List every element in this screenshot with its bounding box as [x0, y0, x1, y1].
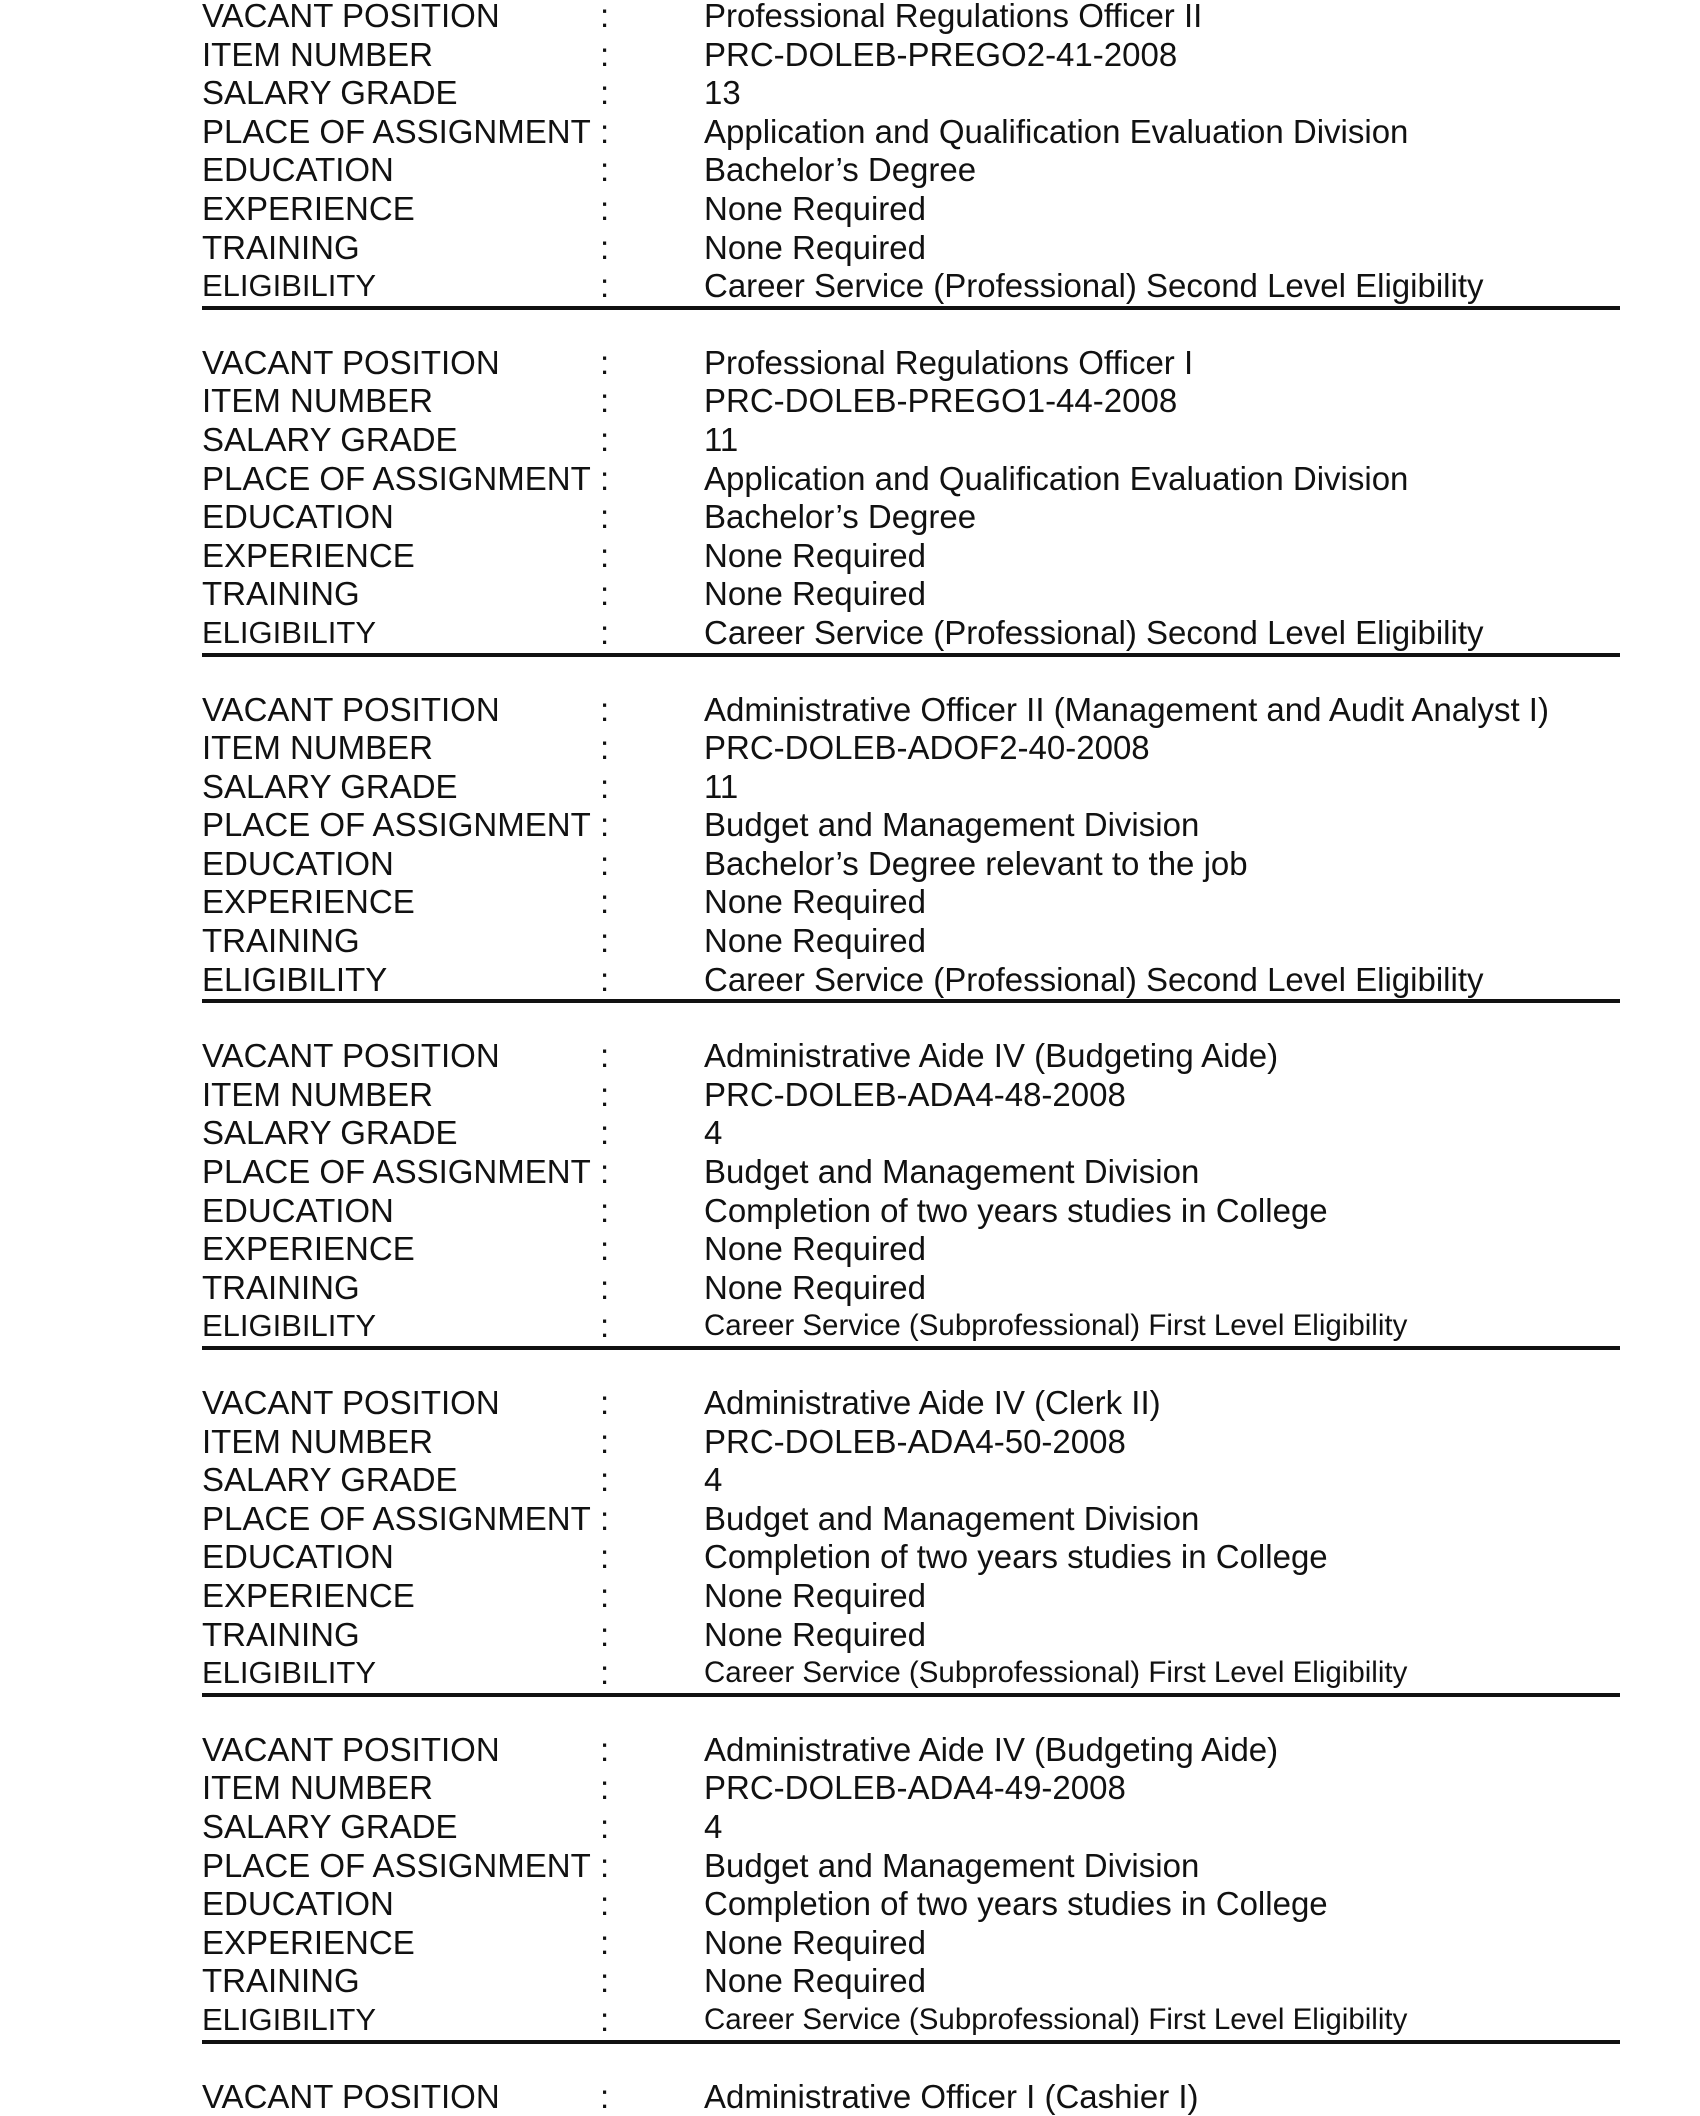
- field-row-eligibility: [202, 1307, 1620, 1346]
- field-row-item-number: [202, 382, 1620, 421]
- field-label: ITEM NUMBER: [202, 36, 433, 75]
- field-value: Bachelor’s Degree: [704, 498, 976, 537]
- field-row-experience: [202, 1924, 1620, 1963]
- field-value: 4: [704, 1808, 722, 1847]
- position-block: [202, 1731, 1620, 2044]
- field-value: Professional Regulations Officer I: [704, 344, 1193, 383]
- field-row-education: [202, 1538, 1620, 1577]
- field-row-item-number: [202, 1423, 1620, 1462]
- field-separator: :: [600, 229, 609, 268]
- field-value: Career Service (Subprofessional) First Level Eligibility: [704, 2001, 1407, 2040]
- field-value: Administrative Aide IV (Budgeting Aide): [704, 1731, 1278, 1770]
- field-label: VACANT POSITION: [202, 691, 500, 730]
- field-value: None Required: [704, 1924, 926, 1963]
- field-row-experience: [202, 883, 1620, 922]
- field-label: TRAINING: [202, 575, 360, 614]
- field-separator: :: [600, 1808, 609, 1847]
- field-row-vacant-position: [202, 1731, 1620, 1770]
- field-label: ELIGIBILITY: [202, 961, 387, 1000]
- field-value: Professional Regulations Officer II: [704, 0, 1202, 36]
- field-label: SALARY GRADE: [202, 74, 458, 113]
- field-separator: :: [600, 1037, 609, 1076]
- field-row-salary-grade: [202, 1461, 1620, 1500]
- field-value: PRC-DOLEB-ADA4-50-2008: [704, 1423, 1126, 1462]
- field-separator: :: [600, 1924, 609, 1963]
- field-row-place-of-assignment: [202, 806, 1620, 845]
- field-separator: :: [600, 961, 609, 1000]
- field-row-salary-grade: [202, 1808, 1620, 1847]
- field-label: TRAINING: [202, 1269, 360, 1308]
- field-label: EDUCATION: [202, 1885, 394, 1924]
- field-row-education: [202, 845, 1620, 884]
- field-label: ELIGIBILITY: [202, 614, 376, 653]
- field-separator: :: [600, 382, 609, 421]
- field-value: None Required: [704, 229, 926, 268]
- field-value: 11: [704, 768, 738, 807]
- field-value: Career Service (Professional) Second Level Eligibility: [704, 614, 1484, 653]
- field-label: VACANT POSITION: [202, 1037, 500, 1076]
- field-separator: :: [600, 922, 609, 961]
- field-value: 13: [704, 74, 741, 113]
- field-label: SALARY GRADE: [202, 768, 458, 807]
- field-value: Career Service (Professional) Second Level Eligibility: [704, 961, 1484, 1000]
- field-row-education: [202, 151, 1620, 190]
- field-label: TRAINING: [202, 922, 360, 961]
- field-value: Career Service (Subprofessional) First Level Eligibility: [704, 1307, 1407, 1346]
- field-separator: :: [600, 1461, 609, 1500]
- field-value: Budget and Management Division: [704, 806, 1199, 845]
- field-row-education: [202, 498, 1620, 537]
- field-value: None Required: [704, 537, 926, 576]
- field-row-education: [202, 1885, 1620, 1924]
- field-row-salary-grade: [202, 768, 1620, 807]
- field-separator: :: [600, 1230, 609, 1269]
- field-separator: :: [600, 1114, 609, 1153]
- field-separator: :: [600, 1423, 609, 1462]
- field-label: VACANT POSITION: [202, 344, 500, 383]
- field-label: EXPERIENCE: [202, 883, 415, 922]
- field-row-place-of-assignment: [202, 113, 1620, 152]
- field-label: PLACE OF ASSIGNMENT: [202, 113, 591, 152]
- field-separator: :: [600, 151, 609, 190]
- field-row-place-of-assignment: [202, 1153, 1620, 1192]
- field-value: None Required: [704, 1230, 926, 1269]
- field-label: PLACE OF ASSIGNMENT: [202, 806, 591, 845]
- field-separator: :: [600, 1384, 609, 1423]
- field-label: TRAINING: [202, 1962, 360, 2001]
- field-separator: :: [600, 1731, 609, 1770]
- field-row-place-of-assignment: [202, 1847, 1620, 1886]
- field-row-vacant-position: [202, 1037, 1620, 1076]
- field-row-eligibility: [202, 267, 1620, 306]
- field-label: PLACE OF ASSIGNMENT: [202, 1153, 591, 1192]
- field-separator: :: [600, 190, 609, 229]
- field-separator: :: [600, 1076, 609, 1115]
- field-label: EXPERIENCE: [202, 1577, 415, 1616]
- field-value: Administrative Officer I (Cashier I): [704, 2078, 1199, 2116]
- field-value: Budget and Management Division: [704, 1153, 1199, 1192]
- field-value: PRC-DOLEB-ADOF2-40-2008: [704, 729, 1150, 768]
- field-value: Career Service (Subprofessional) First Level Eligibility: [704, 1654, 1407, 1693]
- field-separator: :: [600, 1192, 609, 1231]
- field-separator: :: [600, 1577, 609, 1616]
- field-label: ITEM NUMBER: [202, 729, 433, 768]
- field-label: VACANT POSITION: [202, 2078, 500, 2116]
- field-value: PRC-DOLEB-PREGO1-44-2008: [704, 382, 1177, 421]
- field-separator: :: [600, 344, 609, 383]
- field-row-training: [202, 575, 1620, 614]
- field-separator: :: [600, 74, 609, 113]
- field-value: Administrative Officer II (Management and Audit Analyst I): [704, 691, 1549, 730]
- field-value: PRC-DOLEB-PREGO2-41-2008: [704, 36, 1177, 75]
- field-label: SALARY GRADE: [202, 1114, 458, 1153]
- field-row-salary-grade: [202, 74, 1620, 113]
- field-row-vacant-position: [202, 0, 1620, 36]
- field-label: ITEM NUMBER: [202, 1423, 433, 1462]
- field-separator: :: [600, 729, 609, 768]
- field-label: VACANT POSITION: [202, 1731, 500, 1770]
- field-label: PLACE OF ASSIGNMENT: [202, 1500, 591, 1539]
- field-label: ELIGIBILITY: [202, 1654, 376, 1693]
- field-value: 4: [704, 1114, 722, 1153]
- field-value: Administrative Aide IV (Clerk II): [704, 1384, 1161, 1423]
- field-separator: :: [600, 768, 609, 807]
- field-value: Application and Qualification Evaluation Division: [704, 460, 1408, 499]
- field-value: 4: [704, 1461, 722, 1500]
- field-label: SALARY GRADE: [202, 1461, 458, 1500]
- field-label: EDUCATION: [202, 151, 394, 190]
- field-row-item-number: [202, 729, 1620, 768]
- field-row-training: [202, 1269, 1620, 1308]
- field-value: None Required: [704, 1962, 926, 2001]
- field-row-eligibility: [202, 961, 1620, 1000]
- field-row-training: [202, 229, 1620, 268]
- field-separator: :: [600, 2001, 609, 2040]
- field-separator: :: [600, 267, 609, 306]
- field-row-education: [202, 1192, 1620, 1231]
- field-separator: :: [600, 1885, 609, 1924]
- field-separator: :: [600, 1769, 609, 1808]
- field-separator: :: [600, 113, 609, 152]
- field-label: ELIGIBILITY: [202, 2001, 376, 2040]
- field-label: EDUCATION: [202, 1192, 394, 1231]
- field-value: PRC-DOLEB-ADA4-49-2008: [704, 1769, 1126, 1808]
- field-value: None Required: [704, 190, 926, 229]
- field-row-training: [202, 1962, 1620, 2001]
- field-separator: :: [600, 1307, 609, 1346]
- field-row-experience: [202, 537, 1620, 576]
- field-label: ELIGIBILITY: [202, 267, 376, 306]
- field-label: PLACE OF ASSIGNMENT: [202, 1847, 591, 1886]
- field-label: EDUCATION: [202, 845, 394, 884]
- field-separator: :: [600, 1538, 609, 1577]
- field-separator: :: [600, 575, 609, 614]
- field-label: EXPERIENCE: [202, 537, 415, 576]
- field-row-eligibility: [202, 2001, 1620, 2040]
- field-value: None Required: [704, 1577, 926, 1616]
- field-row-experience: [202, 1577, 1620, 1616]
- field-label: EXPERIENCE: [202, 1230, 415, 1269]
- field-separator: :: [600, 806, 609, 845]
- field-separator: :: [600, 614, 609, 653]
- field-label: EXPERIENCE: [202, 1924, 415, 1963]
- field-label: ITEM NUMBER: [202, 1076, 433, 1115]
- field-label: EDUCATION: [202, 498, 394, 537]
- field-separator: :: [600, 0, 609, 36]
- field-row-training: [202, 922, 1620, 961]
- field-separator: :: [600, 1847, 609, 1886]
- field-value: Bachelor’s Degree: [704, 151, 976, 190]
- field-separator: :: [600, 421, 609, 460]
- field-separator: :: [600, 1269, 609, 1308]
- position-block: [202, 0, 1620, 310]
- position-block: [202, 1384, 1620, 1697]
- field-separator: :: [600, 883, 609, 922]
- field-label: ITEM NUMBER: [202, 1769, 433, 1808]
- field-value: Career Service (Professional) Second Level Eligibility: [704, 267, 1484, 306]
- field-value: None Required: [704, 575, 926, 614]
- job-vacancy-document: [202, 0, 1620, 2116]
- field-value: Administrative Aide IV (Budgeting Aide): [704, 1037, 1278, 1076]
- field-row-salary-grade: [202, 1114, 1620, 1153]
- field-row-place-of-assignment: [202, 1500, 1620, 1539]
- field-label: EDUCATION: [202, 1538, 394, 1577]
- field-value: Budget and Management Division: [704, 1847, 1199, 1886]
- field-label: TRAINING: [202, 229, 360, 268]
- field-value: None Required: [704, 1269, 926, 1308]
- field-label: EXPERIENCE: [202, 190, 415, 229]
- field-separator: :: [600, 2078, 609, 2116]
- field-value: Bachelor’s Degree relevant to the job: [704, 845, 1248, 884]
- field-value: Application and Qualification Evaluation Division: [704, 113, 1408, 152]
- field-separator: :: [600, 691, 609, 730]
- field-separator: :: [600, 1962, 609, 2001]
- field-separator: :: [600, 460, 609, 499]
- field-label: PLACE OF ASSIGNMENT: [202, 460, 591, 499]
- field-value: Completion of two years studies in College: [704, 1885, 1328, 1924]
- field-label: ITEM NUMBER: [202, 382, 433, 421]
- position-block: [202, 344, 1620, 657]
- position-block: [202, 2078, 1620, 2116]
- field-value: None Required: [704, 1616, 926, 1655]
- field-row-vacant-position: [202, 1384, 1620, 1423]
- field-row-vacant-position: [202, 344, 1620, 383]
- field-row-vacant-position: [202, 691, 1620, 730]
- field-row-place-of-assignment: [202, 460, 1620, 499]
- field-row-item-number: [202, 36, 1620, 75]
- field-label: ELIGIBILITY: [202, 1307, 376, 1346]
- field-value: None Required: [704, 883, 926, 922]
- field-separator: :: [600, 537, 609, 576]
- field-label: SALARY GRADE: [202, 1808, 458, 1847]
- field-value: Completion of two years studies in College: [704, 1538, 1328, 1577]
- field-separator: :: [600, 1654, 609, 1693]
- field-row-experience: [202, 1230, 1620, 1269]
- field-row-item-number: [202, 1769, 1620, 1808]
- field-row-vacant-position: [202, 2078, 1620, 2116]
- field-value: PRC-DOLEB-ADA4-48-2008: [704, 1076, 1126, 1115]
- field-label: VACANT POSITION: [202, 0, 500, 36]
- field-separator: :: [600, 36, 609, 75]
- field-separator: :: [600, 1616, 609, 1655]
- field-separator: :: [600, 845, 609, 884]
- field-row-item-number: [202, 1076, 1620, 1115]
- field-value: Budget and Management Division: [704, 1500, 1199, 1539]
- field-row-experience: [202, 190, 1620, 229]
- field-label: TRAINING: [202, 1616, 360, 1655]
- field-row-eligibility: [202, 614, 1620, 653]
- field-separator: :: [600, 498, 609, 537]
- field-row-training: [202, 1616, 1620, 1655]
- position-block: [202, 1037, 1620, 1350]
- field-label: SALARY GRADE: [202, 421, 458, 460]
- position-block: [202, 691, 1620, 1004]
- field-separator: :: [600, 1153, 609, 1192]
- field-value: 11: [704, 421, 738, 460]
- field-value: Completion of two years studies in College: [704, 1192, 1328, 1231]
- field-row-eligibility: [202, 1654, 1620, 1693]
- field-label: VACANT POSITION: [202, 1384, 500, 1423]
- field-value: None Required: [704, 922, 926, 961]
- field-row-salary-grade: [202, 421, 1620, 460]
- field-separator: :: [600, 1500, 609, 1539]
